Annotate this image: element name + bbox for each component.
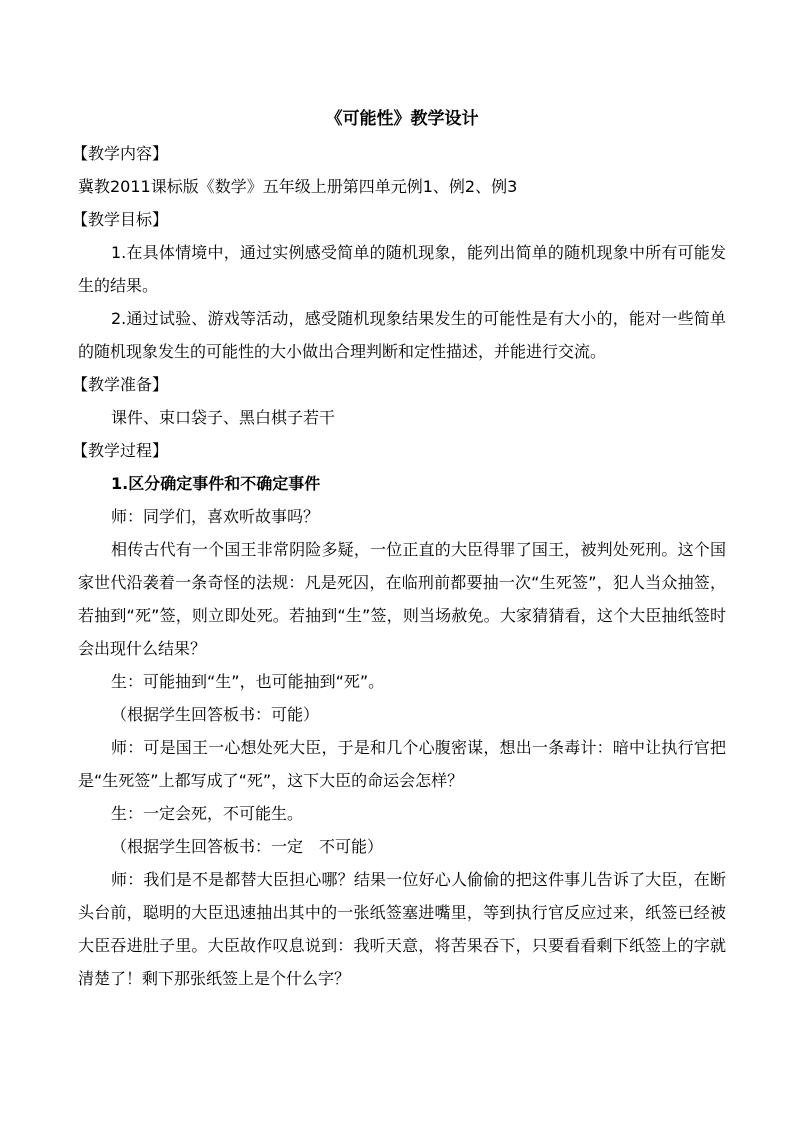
dialogue-paragraph: 生：一定会死，不可能生。 [111,804,304,823]
dialogue-paragraph: 师：同学们，喜欢听故事吗？ [111,507,320,526]
goal-item-1: 1.在具体情境中，通过实例感受简单的随机现象，能列出简单的随机现象中所有可能发生的结果。 [78,243,726,295]
section-heading-process: 【教学过程】 [72,441,169,460]
board-note-paragraph: （根据学生回答板书：一定 不可能） [111,837,384,856]
dialogue-paragraph: 生：可能抽到“生”，也可能抽到“死”。 [111,672,385,691]
dialogue-paragraph: 师：我们是不是都替大臣担心哪？结果一位好心人偷偷的把这件事儿告诉了大臣，在断头台前，聪明的大臣迅速抽出其中的一张纸签塞进嘴里，等到执行官反应过来，纸签已经被大臣吞进肚子里。大臣故作叹息说到：我听天意，将苦果吞下，只要看看剩下纸签上的字就清楚了！剩下那张纸签上是个什么字？ [78,870,726,988]
document-title: 《可能性》教学设计 [325,109,479,129]
board-note-paragraph: （根据学生回答板书：可能） [111,705,320,724]
section-heading-goals: 【教学目标】 [72,210,169,229]
goal-item-2: 2.通过试验、游戏等活动，感受随机现象结果发生的可能性是有大小的，能对一些简单的随机现象发生的可能性的大小做出合理判断和定性描述，并能进行交流。 [78,309,726,361]
section-heading-preparation: 【教学准备】 [72,375,169,394]
preparation-text: 课件、束口袋子、黑白棋子若干 [111,408,336,427]
teaching-content-text: 冀教2011课标版《数学》五年级上册第四单元例1、例2、例3 [78,177,518,196]
dialogue-paragraph: 师：可是国王一心想处死大臣，于是和几个心腹密谋，想出一条毒计：暗中让执行官把是“生死签”上都写成了“死”，这下大臣的命运会怎样？ [78,738,726,790]
section-heading-content: 【教学内容】 [72,144,169,163]
process-subheading-1: 1.区分确定事件和不确定事件 [111,474,321,493]
story-paragraph: 相传古代有一个国王非常阴险多疑，一位正直的大臣得罪了国王，被判处死刑。这个国家世代沿袭着一条奇怪的法规：凡是死囚，在临刑前都要抽一次“生死签”，犯人当众抽签，若抽到“死”签，则立即处死。若抽到“生”签，则当场赦免。大家猜猜看，这个大臣抽纸签时会出现什么结果？ [78,540,726,658]
document-body [72,103,726,995]
